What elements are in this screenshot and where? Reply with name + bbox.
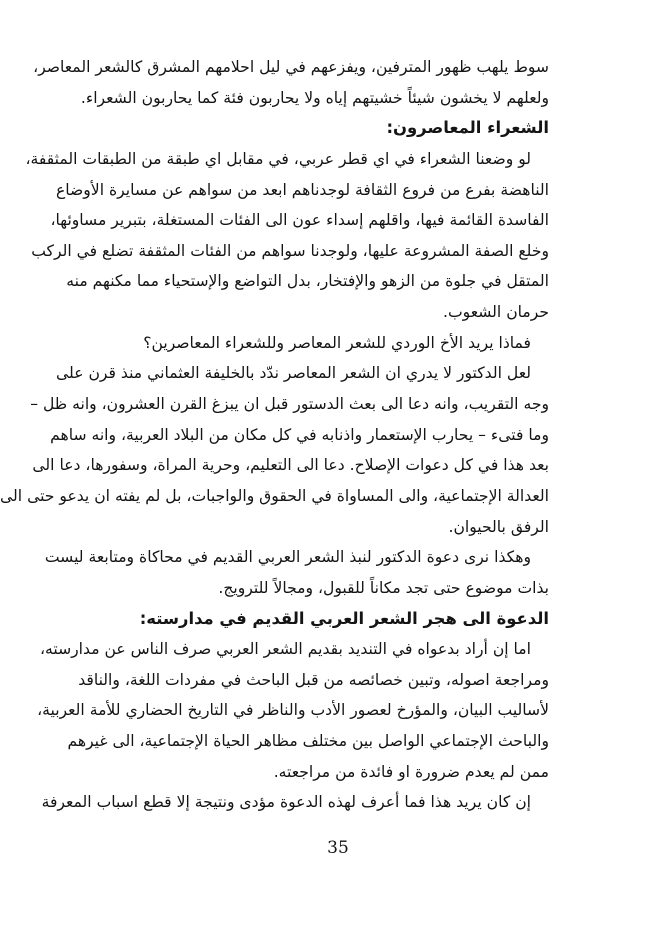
text-line: لأساليب البيان، والمؤرخ لعصور الأدب والناظر في التاريخ الحضاري للأمة العربية، (37, 701, 549, 720)
text-line: الرفق بالحيوان. (448, 517, 549, 536)
text-line: الناهضة بفرع من فروع الثقافة لوجدناهم ابعد من سواهم عن مسايرة الأوضاع (55, 180, 549, 199)
text-line: حرمان الشعوب. (443, 303, 549, 322)
page-number: 35 (327, 838, 349, 858)
text-line: ممن لم يعدم ضرورة او فائدة من مراجعته. (273, 762, 549, 781)
text-line: إن كان يريد هذا فما أعرف لهذه الدعوة مؤدى ونتيجة إلا قطع اسباب المعرفة (41, 793, 531, 812)
text-line: الفاسدة القائمة فيها، واقلهم إسداء عون الى الفئات المستغلة، بتبرير مساوئها، (50, 211, 549, 230)
text-line: العدالة الإجتماعية، والى المساواة في الحقوق والواجبات، بل لم يفته ان يدعو حتى الى (0, 486, 549, 505)
text-line: والباحث الإجتماعي الواصل بين مختلف مظاهر الحياة الإجتماعية، الى غيرهم (67, 732, 549, 751)
text-line: ولعلهم لا يخشون شيئاً خشيتهم إياه ولا يحاربون فئة كما يحاربون الشعراء. (80, 88, 549, 107)
text-line: اما إن أراد بدعواه في التنديد بقديم الشعر العربي صرف الناس عن مدارسته، (39, 640, 531, 659)
text-line: بذات موضوع حتى تجد مكاناً للقبول، ومجالاً للترويج. (218, 578, 549, 597)
text-line: لعل الدكتور لا يدري ان الشعر المعاصر ندّد بالخليفة العثماني منذ قرن على (56, 364, 531, 383)
text-line: وما فتىء – يحارب الإستعمار واذنابه في كل مكان من البلاد العربية، وانه ساهم (50, 425, 549, 444)
text-line: وخلع الصفة المشروعة عليها، ولوجدنا سواهم من الفئات المثقفة تضلع في الركب (31, 241, 549, 260)
text-line: سوط يلهب ظهور المترفين، ويفزعهم في ليل احلامهم المشرق كالشعر المعاصر، (33, 58, 549, 76)
text-line: وهكذا نرى دعوة الدكتور لنبذ الشعر العربي القديم في محاكاة ومتابعة ليست (44, 548, 531, 567)
text-line: بعد هذا في كل دعوات الإصلاح. دعا الى التعليم، وحرية المراة، وسفورها، دعا الى (32, 456, 549, 475)
text-line: ومراجعة اصوله، وتبين خصائصه من قبل الباحث في مفردات اللغة، والناقد (78, 670, 549, 689)
text-line: فماذا يريد الأخ الوردي للشعر المعاصر وللشعراء المعاصرين؟ (143, 333, 531, 352)
text-line: المتقل في جلوة من الزهو والإفتخار، بدل التواضع والإستحياء مما مكنهم منه (66, 272, 549, 291)
text-line: لو وضعنا الشعراء في اي قطر عربي، في مقابل اي طبقة من الطبقات المثقفة، (25, 149, 531, 168)
section-heading: الشعراء المعاصرون: (386, 118, 549, 138)
text-line: وجه التقريب، وانه دعا الى بعث الدستور قبل ان يبزغ القرن العشرون، وانه ظل – (30, 395, 549, 414)
section-heading: الدعوة الى هجر الشعر العربي القديم في مدارسته: (139, 608, 549, 628)
